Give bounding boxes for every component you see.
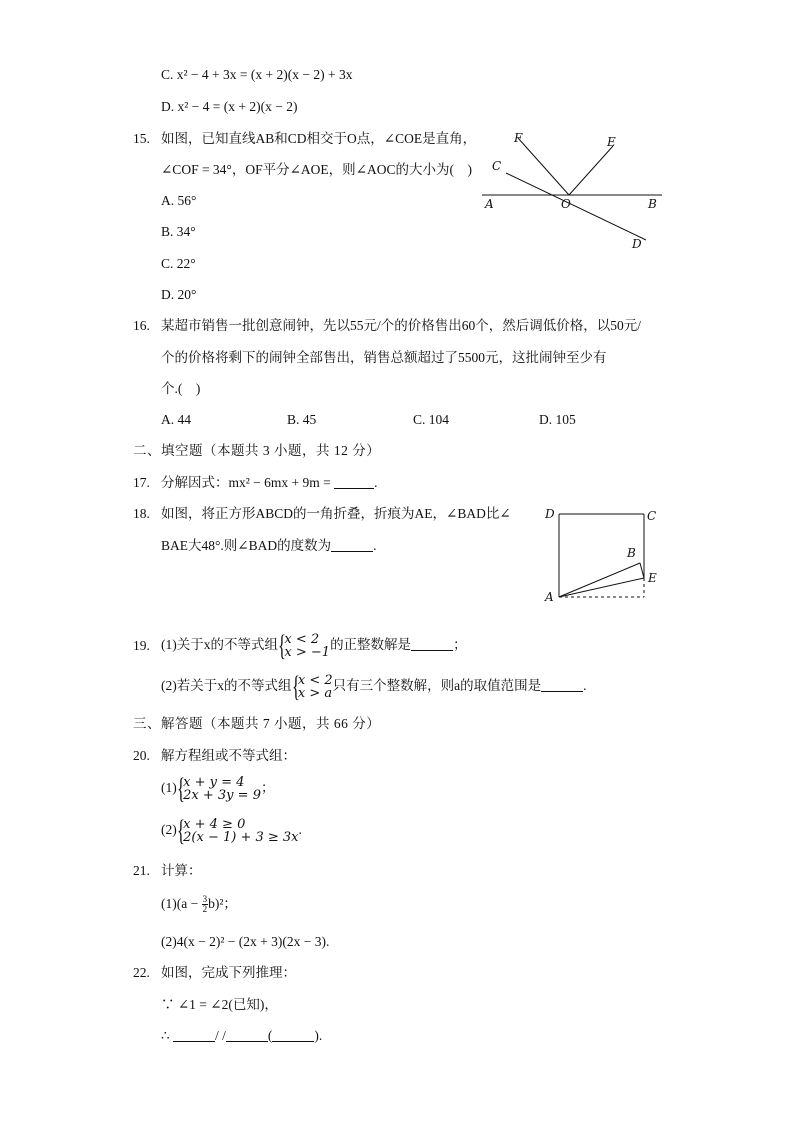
q15-option-a: A. 56°: [161, 193, 197, 208]
ray-oe: [569, 146, 613, 195]
parallel-symbol: / /: [214, 1028, 226, 1043]
label-b: B: [648, 197, 657, 211]
q16-number: 16.: [133, 318, 150, 333]
close-paren: ).: [314, 1028, 323, 1043]
q22-blank-2[interactable]: [226, 1029, 268, 1042]
q20-part1: [161, 771, 274, 805]
q15-option-b: B. 34°: [161, 224, 196, 239]
q19-part1-ineq2: x > −1: [284, 644, 331, 660]
section-3-heading: 三、解答题（本题共 7 小题，共 66 分）: [133, 716, 381, 731]
q19-part1-end: ；: [453, 637, 467, 652]
q19-part2-system: [298, 674, 333, 700]
q21-part1-prefix: (1)(a −: [161, 896, 202, 911]
q19-part2-prefix: (2)若关于x的不等式组: [161, 678, 292, 693]
q18-text-line2: [161, 537, 376, 555]
q21-number: 21.: [133, 863, 150, 878]
label-d: D: [545, 507, 555, 521]
line-cd: [506, 173, 646, 240]
q15-option-c: C. 22°: [161, 256, 196, 271]
q19-part1-ineq1: x < 2: [284, 631, 320, 647]
label-f: F: [514, 131, 523, 145]
q14-option-c: C. x² − 4 + 3x = (x + 2)(x − 2) + 3x: [161, 67, 353, 82]
label-c: C: [492, 159, 502, 173]
q16-option-a: A. 44: [161, 412, 191, 427]
q20-part1-system: [183, 776, 261, 802]
label-b: B: [627, 546, 636, 560]
q16-text-line2: 个的价格将剩下的闹钟全部售出，销售总额超过了5500元，这批闹钟至少有: [161, 350, 607, 365]
q20-part2: [161, 813, 302, 847]
q22-blank-1[interactable]: [173, 1029, 215, 1042]
q18-figure-folded-square: [542, 503, 667, 606]
q19-number: 19.: [133, 638, 150, 653]
q18-end: .: [373, 538, 377, 553]
q16-text-line3: 个.( ): [161, 381, 201, 396]
section-2-heading: 二、填空题（本题共 3 小题，共 12 分）: [133, 443, 381, 458]
q19-part1-system: [284, 633, 330, 659]
q15-number: 15.: [133, 131, 150, 146]
q20-part2-ineq2: 2(x − 1) + 3 ≥ 3x: [183, 829, 299, 845]
q19-part2-question: 只有三个整数解，则a的取值范围是: [332, 678, 542, 693]
q22-number: 22.: [133, 965, 150, 980]
q22-reason-line2: [161, 1027, 322, 1045]
q18-question: BAE大48°.则∠BAD的度数为: [161, 538, 332, 553]
q20-part1-label: (1): [161, 780, 177, 795]
q16-option-b: B. 45: [287, 412, 317, 427]
q19-part2-answer-blank[interactable]: [541, 679, 583, 692]
q19-part2-ineq2: x > a: [297, 685, 333, 701]
therefore-symbol: ∴: [161, 1028, 173, 1043]
brace-icon: {: [278, 628, 286, 662]
q20-part1-eq1: x + y = 4: [183, 774, 245, 790]
q19-part1-answer-blank[interactable]: [411, 638, 453, 651]
fraction-numerator: 3: [202, 894, 208, 905]
label-e: E: [648, 571, 657, 585]
open-paren: (: [267, 1028, 273, 1043]
label-d: D: [632, 237, 642, 251]
ray-of: [518, 138, 569, 195]
q15-figure-lines-diagram: [478, 128, 668, 256]
q20-part2-end: .: [298, 822, 302, 837]
q22-blank-reason[interactable]: [272, 1029, 314, 1042]
q21-part1: [161, 890, 237, 918]
q17-question: 分解因式：mx² − 6mx + 9m =: [161, 475, 335, 490]
fraction-denominator: 2: [202, 904, 208, 915]
q15-text-line1: 如图，已知直线AB和CD相交于O点，∠COE是直角，: [161, 131, 477, 146]
q17-end: .: [374, 475, 378, 490]
q20-part1-eq2: 2x + 3y = 9: [183, 787, 261, 803]
q19-part1-question: 的正整数解是: [330, 637, 412, 652]
brace-icon: {: [291, 669, 300, 703]
label-c: C: [647, 509, 657, 523]
q22-text: 如图，完成下列推理：: [161, 965, 296, 980]
label-o: O: [561, 197, 571, 211]
q15-text-line2: ∠COF = 34°，OF平分∠AOE，则∠AOC的大小为( ): [161, 162, 472, 177]
q20-part2-system: [183, 818, 298, 844]
q20-part1-end: ；: [260, 780, 275, 795]
q21-part1-suffix: b)²；: [208, 896, 237, 911]
q17-answer-blank[interactable]: [334, 476, 374, 489]
q20-text: 解方程组或不等式组：: [161, 748, 296, 763]
q14-option-d: D. x² − 4 = (x + 2)(x − 2): [161, 99, 298, 114]
q19-part1-prefix: (1)关于x的不等式组: [161, 637, 278, 652]
q19-part2-ineq1: x < 2: [297, 672, 333, 688]
q17-text: [161, 474, 378, 492]
q19-part2-end: .: [583, 678, 587, 693]
q16-option-d: D. 105: [539, 412, 576, 427]
q17-number: 17.: [133, 475, 150, 490]
segment-be: [640, 563, 644, 578]
label-e: E: [607, 135, 616, 149]
q20-part2-label: (2): [161, 822, 177, 837]
q20-number: 20.: [133, 748, 150, 763]
label-a: A: [545, 590, 554, 604]
q19-part2: [161, 669, 587, 703]
q16-text-line1: 某超市销售一批创意闹钟，先以55元/个的价格售出60个，然后调低价格，以50元/: [161, 318, 642, 333]
q16-option-c: C. 104: [413, 412, 450, 427]
q19-part1: [161, 628, 467, 662]
q21-part2: (2)4(x − 2)² − (2x + 3)(2x − 3).: [161, 934, 330, 949]
segment-ab: [559, 563, 640, 597]
brace-icon: {: [176, 813, 185, 847]
q18-number: 18.: [133, 506, 150, 521]
label-a: A: [485, 197, 494, 211]
q18-text-line1: 如图，将正方形ABCD的一角折叠，折痕为AE，∠BAD比∠: [161, 506, 511, 521]
q21-text: 计算：: [161, 863, 202, 878]
q15-option-d: D. 20°: [161, 287, 197, 302]
brace-icon: {: [176, 771, 185, 805]
crease-ae: [559, 578, 644, 597]
q18-answer-blank[interactable]: [331, 539, 373, 552]
q22-reason-line1: ∵ ∠1 = ∠2(已知)，: [161, 997, 278, 1012]
q20-part2-ineq1: x + 4 ≥ 0: [183, 816, 246, 832]
